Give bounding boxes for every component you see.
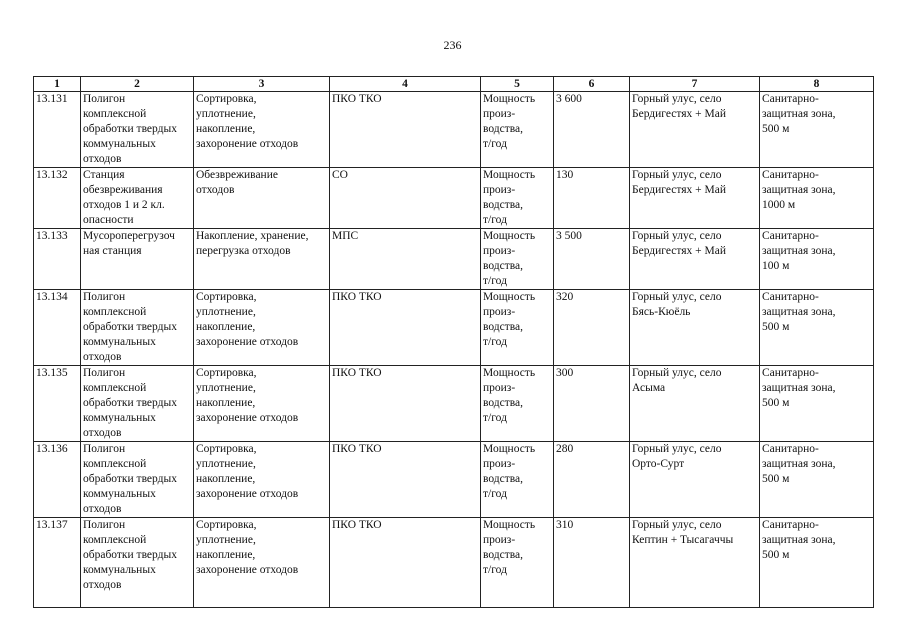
- cell-capacity: Мощность произ- водства, т/год: [481, 442, 554, 518]
- cell-capacity: Мощность произ- водства, т/год: [481, 366, 554, 442]
- table-body: [34, 92, 874, 608]
- cell-number: 13.133: [34, 229, 81, 290]
- column-header: 1: [34, 77, 81, 92]
- cell-zone: Санитарно- защитная зона, 500 м: [760, 92, 874, 168]
- cell-zone: Санитарно- защитная зона, 500 м: [760, 442, 874, 518]
- cell-value: 3 500: [554, 229, 630, 290]
- cell-zone: Санитарно- защитная зона, 500 м: [760, 518, 874, 608]
- cell-number: 13.135: [34, 366, 81, 442]
- cell-type: СО: [330, 168, 481, 229]
- table-row: [34, 168, 874, 229]
- cell-location: Горный улус, село Бясь-Кюёль: [630, 290, 760, 366]
- cell-type: МПС: [330, 229, 481, 290]
- cell-number: 13.134: [34, 290, 81, 366]
- cell-zone: Санитарно- защитная зона, 500 м: [760, 366, 874, 442]
- cell-capacity: Мощность произ- водства, т/год: [481, 290, 554, 366]
- cell-value: 300: [554, 366, 630, 442]
- column-header: 4: [330, 77, 481, 92]
- cell-value: 280: [554, 442, 630, 518]
- cell-type: ПКО ТКО: [330, 442, 481, 518]
- cell-capacity: Мощность произ- водства, т/год: [481, 168, 554, 229]
- cell-name: Полигон комплексной обработки твердых коммунальных отходов: [81, 290, 194, 366]
- cell-location: Горный улус, село Асыма: [630, 366, 760, 442]
- cell-name: Станция обезвреживания отходов 1 и 2 кл. опасности: [81, 168, 194, 229]
- cell-number: 13.131: [34, 92, 81, 168]
- cell-location: Горный улус, село Бердигестях + Май: [630, 229, 760, 290]
- column-header: 5: [481, 77, 554, 92]
- column-header: 8: [760, 77, 874, 92]
- column-header: 7: [630, 77, 760, 92]
- cell-number: 13.137: [34, 518, 81, 608]
- cell-name: Полигон комплексной обработки твердых коммунальных отходов: [81, 518, 194, 608]
- column-header: 3: [194, 77, 330, 92]
- cell-location: Горный улус, село Бердигестях + Май: [630, 92, 760, 168]
- facilities-table: [33, 76, 874, 608]
- cell-activity: Сортировка, уплотнение, накопление, захоронение отходов: [194, 366, 330, 442]
- cell-zone: Санитарно- защитная зона, 500 м: [760, 290, 874, 366]
- cell-activity: Сортировка, уплотнение, накопление, захоронение отходов: [194, 92, 330, 168]
- table-row: [34, 290, 874, 366]
- cell-number: 13.132: [34, 168, 81, 229]
- cell-type: ПКО ТКО: [330, 92, 481, 168]
- table-row: [34, 518, 874, 608]
- cell-location: Горный улус, село Орто-Сурт: [630, 442, 760, 518]
- cell-name: Полигон комплексной обработки твердых коммунальных отходов: [81, 92, 194, 168]
- cell-number: 13.136: [34, 442, 81, 518]
- cell-value: 320: [554, 290, 630, 366]
- cell-activity: Сортировка, уплотнение, накопление, захоронение отходов: [194, 442, 330, 518]
- cell-name: Полигон комплексной обработки твердых коммунальных отходов: [81, 442, 194, 518]
- cell-location: Горный улус, село Кептин + Тысагаччы: [630, 518, 760, 608]
- page-number: 236: [443, 38, 462, 52]
- cell-value: 310: [554, 518, 630, 608]
- cell-activity: Обезвреживание отходов: [194, 168, 330, 229]
- table-row: [34, 229, 874, 290]
- cell-zone: Санитарно- защитная зона, 100 м: [760, 229, 874, 290]
- cell-name: Полигон комплексной обработки твердых коммунальных отходов: [81, 366, 194, 442]
- cell-value: 3 600: [554, 92, 630, 168]
- cell-zone: Санитарно- защитная зона, 1000 м: [760, 168, 874, 229]
- table-row: [34, 366, 874, 442]
- cell-capacity: Мощность произ- водства, т/год: [481, 92, 554, 168]
- table-row: [34, 442, 874, 518]
- table-header-row: [34, 77, 874, 92]
- cell-capacity: Мощность произ- водства, т/год: [481, 518, 554, 608]
- cell-capacity: Мощность произ- водства, т/год: [481, 229, 554, 290]
- cell-activity: Сортировка, уплотнение, накопление, захоронение отходов: [194, 290, 330, 366]
- cell-activity: Накопление, хранение, перегрузка отходов: [194, 229, 330, 290]
- cell-value: 130: [554, 168, 630, 229]
- column-header: 6: [554, 77, 630, 92]
- cell-type: ПКО ТКО: [330, 290, 481, 366]
- cell-name: Мусороперегрузоч ная станция: [81, 229, 194, 290]
- cell-type: ПКО ТКО: [330, 366, 481, 442]
- table-row: [34, 92, 874, 168]
- cell-activity: Сортировка, уплотнение, накопление, захоронение отходов: [194, 518, 330, 608]
- column-header: 2: [81, 77, 194, 92]
- cell-location: Горный улус, село Бердигестях + Май: [630, 168, 760, 229]
- cell-type: ПКО ТКО: [330, 518, 481, 608]
